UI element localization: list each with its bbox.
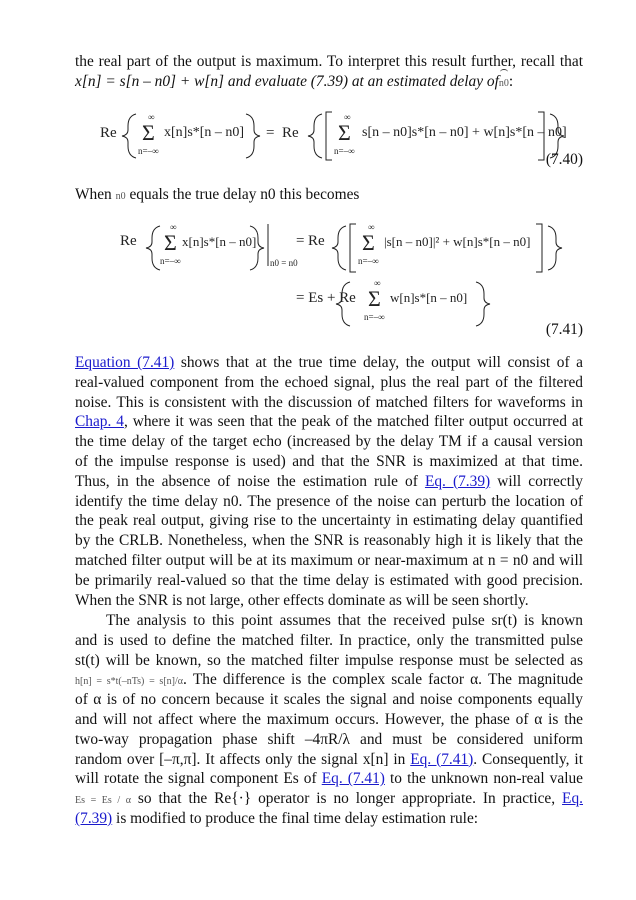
equation-number-7-40: (7.40) bbox=[545, 151, 583, 168]
eq741-lhs: x[n]s*[n – n0] bbox=[182, 234, 257, 249]
intro-line-2-colon: : bbox=[508, 72, 514, 90]
eq741-line2-prefix: = Es + Re bbox=[296, 290, 356, 306]
link-eq-7-39-b-part2[interactable]: (7.39) bbox=[75, 809, 113, 827]
equation-number-7-41: (7.41) bbox=[545, 321, 583, 338]
when-word: When bbox=[75, 186, 112, 203]
discussion-line-11: matched filter output will be at its maximum or near-maximum at n = n0 and will bbox=[75, 551, 583, 569]
discussion-line-4-text: , where it was seen that the peak of the matched filter output occurred at bbox=[123, 413, 583, 431]
eq741-rhs1: |s[n – n0]|² + w[n]s*[n – n0] bbox=[384, 234, 531, 249]
eq740-sigma-left: Σ bbox=[142, 120, 155, 145]
n0-hat-symbol-2: n0 bbox=[115, 191, 126, 202]
eq740-re-right: Re bbox=[282, 125, 299, 141]
link-eq-7-41-c[interactable]: Eq. (7.41) bbox=[321, 770, 385, 788]
analysis-line-11 bbox=[75, 809, 583, 829]
eq741-equals: = bbox=[296, 233, 305, 249]
discussion-line-4 bbox=[75, 412, 583, 432]
analysis-line-8-text: random over [–π,π]. It affects only the signal x[n] in bbox=[75, 750, 406, 768]
eq741-sum-bot-left: n=–∞ bbox=[160, 256, 181, 266]
discussion-line-9: the peak real output, giving rise to the uncertainty in estimating delay quantified bbox=[75, 512, 583, 530]
analysis-line-5: of α is of no concern because it scales the signal and noise components equally bbox=[75, 691, 583, 709]
discussion-line-1 bbox=[75, 353, 583, 373]
when-rest: equals the true delay n0 this becomes bbox=[129, 186, 360, 203]
analysis-line-10 bbox=[75, 789, 583, 809]
discussion-line-1-text: shows that at the true time delay, the output will consist of a bbox=[180, 354, 583, 371]
analysis-line-4-text: . The difference is the complex scale factor α. The magnitude bbox=[183, 671, 583, 689]
eq740-lhs: x[n]s*[n – n0] bbox=[164, 125, 245, 140]
link-eq-7-39[interactable]: Eq. (7.39) bbox=[424, 472, 491, 490]
eq741-sigma-right: Σ bbox=[362, 230, 375, 255]
eq740-sum-bot-right: n=–∞ bbox=[334, 146, 355, 156]
eq741-sum-top-left: ∞ bbox=[170, 222, 177, 232]
discussion-line-6: of the impulse response is used) and that the SNR is maximized at that time. bbox=[75, 452, 583, 470]
eq741-sum-top-2: ∞ bbox=[374, 278, 381, 288]
discussion-line-13: When the SNR is not large, other effects dominate as will be seen shortly. bbox=[75, 591, 529, 609]
link-eq-7-41-b[interactable]: Eq. (7.41) bbox=[410, 750, 474, 768]
discussion-line-7 bbox=[75, 472, 583, 492]
discussion-line-7-tail: will correctly bbox=[497, 472, 583, 490]
analysis-line-9-tail: to the unknown non-real value bbox=[390, 770, 584, 788]
discussion-line-3: noise. This is consistent with the discussion of matched filters for waveforms in bbox=[75, 393, 583, 411]
eq741-sigma-2: Σ bbox=[368, 286, 381, 311]
eq740-sum-top-right: ∞ bbox=[344, 112, 351, 122]
discussion-line-12: be primarily real-valued so that the time delay is estimated with good precision. bbox=[75, 571, 583, 589]
eq741-re-right: Re bbox=[308, 233, 325, 249]
eq740-re-left: Re bbox=[100, 125, 117, 141]
analysis-line-4 bbox=[75, 670, 583, 690]
intro-line-1: the real part of the output is maximum. To interpret this result further, recall that bbox=[75, 53, 583, 70]
link-chap-4[interactable]: Chap. 4 bbox=[75, 413, 124, 431]
eq741-eval-at: n0 = n0 bbox=[270, 258, 298, 268]
analysis-line-3: st(t) will be known, so the matched filter impulse response must be selected as bbox=[75, 651, 583, 669]
analysis-line-1: The analysis to this point assumes that the received pulse sr(t) is known bbox=[106, 612, 583, 629]
paragraph-discussion bbox=[75, 353, 583, 610]
analysis-line-8 bbox=[75, 750, 583, 770]
equation-7-40 bbox=[100, 108, 580, 164]
eq741-sum-bot-2: n=–∞ bbox=[364, 312, 385, 322]
eq740-sum-top-left: ∞ bbox=[148, 112, 155, 122]
analysis-line-9 bbox=[75, 769, 583, 789]
eq741-sigma-left: Σ bbox=[164, 230, 177, 255]
analysis-line-11-text: is modified to produce the final time delay estimation rule: bbox=[116, 809, 479, 827]
eq740-sum-bot-left: n=–∞ bbox=[138, 146, 159, 156]
eq741-rhs2: w[n]s*[n – n0] bbox=[390, 290, 468, 305]
paragraph-when bbox=[75, 185, 583, 207]
discussion-line-7-text: Thus, in the absence of noise the estimation rule of bbox=[75, 472, 418, 490]
discussion-line-2: real-valued component from the echoed signal, plus the real part of the filtered bbox=[75, 373, 583, 391]
filter-response-equation: h[n] = s*t(–nTs) = s[n]/α bbox=[75, 676, 183, 688]
link-eq-7-39-b-part1[interactable]: Eq. bbox=[562, 790, 583, 808]
equation-7-41 bbox=[120, 220, 580, 332]
eq741-sum-top-right: ∞ bbox=[368, 222, 375, 232]
eq741-sum-bot-right: n=–∞ bbox=[358, 256, 379, 266]
link-equation-7-41[interactable]: Equation (7.41) bbox=[75, 354, 175, 371]
analysis-line-2: and is used to define the matched filter. In practice, only the transmitted pulse bbox=[75, 631, 583, 649]
rotated-signal-equation: Es = Es / α bbox=[75, 795, 131, 807]
analysis-line-8-tail: . Consequently, it bbox=[473, 750, 583, 768]
paragraph-analysis bbox=[75, 611, 583, 829]
eq740-rhs: s[n – n0]s*[n – n0] + w[n]s*[n – n0] bbox=[362, 125, 567, 140]
eq740-sigma-right: Σ bbox=[338, 120, 351, 145]
discussion-line-10: by the CRLB. Nonetheless, when the SNR is reasonably high it is likely that the bbox=[75, 532, 583, 550]
n0-hat-symbol: n0 bbox=[499, 74, 509, 94]
paragraph-intro bbox=[75, 52, 583, 92]
analysis-line-9-text: will rotate the signal component Es of bbox=[75, 770, 317, 788]
discussion-line-5: the time delay of the target echo (increased by the delay TM if a causal version bbox=[75, 433, 583, 451]
intro-line-2 bbox=[75, 72, 583, 92]
eq741-re-left: Re bbox=[120, 233, 137, 249]
analysis-line-7: two-way propagation phase shift –4πR/λ and must be considered uniform bbox=[75, 730, 583, 748]
discussion-line-8: identify the time delay n0. The presence of the noise can perturb the location of bbox=[75, 492, 583, 510]
analysis-line-10-text: so that the Re{·} operator is no longer appropriate. In practice, bbox=[137, 790, 556, 808]
analysis-line-6: and will not affect where the maximum occurs. However, the phase of α is the bbox=[75, 710, 583, 728]
intro-line-2-text: x[n] = s[n – n0] + w[n] and evaluate (7.39) at an estimated delay of bbox=[75, 72, 499, 90]
eq740-equals: = bbox=[266, 125, 275, 141]
